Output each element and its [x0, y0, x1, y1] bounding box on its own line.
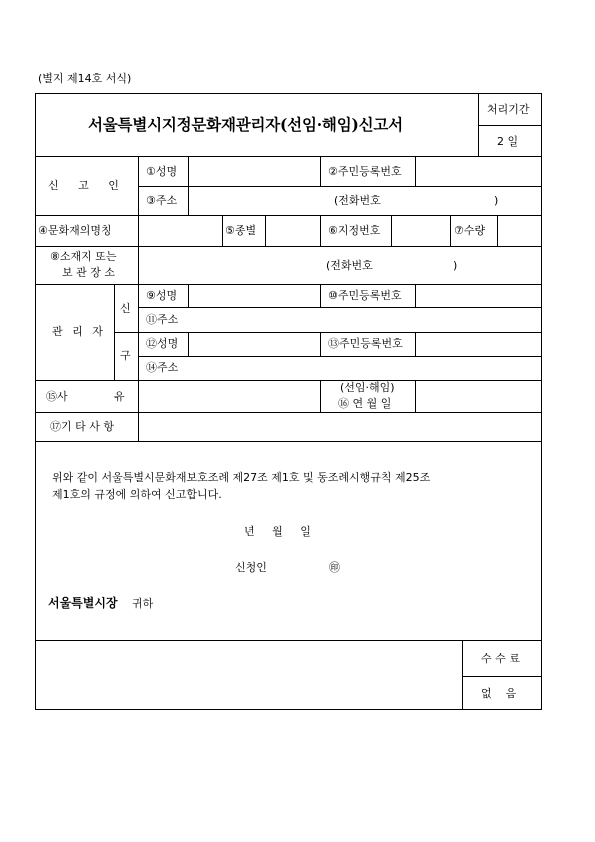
- old-manager-name-label: ⑫성명: [146, 337, 179, 350]
- row-divider: [35, 412, 542, 413]
- fee-value: 없 음: [481, 687, 517, 700]
- heritage-designation-label: ⑥지정번호: [328, 224, 381, 237]
- date-label-line2: ⑯ 연 월 일: [338, 397, 392, 410]
- processing-period-label: 처리기간: [487, 103, 530, 116]
- column-divider: [320, 380, 321, 412]
- row-divider: [35, 246, 542, 247]
- column-divider: [462, 640, 463, 710]
- reporter-phone-close: ): [494, 194, 499, 207]
- reporter-name-label: ①성명: [146, 165, 178, 178]
- date-label-line1: (선임·해임): [340, 381, 395, 394]
- old-manager-address-label: ⑭주소: [146, 361, 179, 374]
- row-divider: [35, 215, 542, 216]
- row-divider: [35, 380, 542, 381]
- processing-period-value: 2 일: [497, 135, 519, 148]
- new-manager-name-label: ⑨성명: [146, 289, 178, 302]
- column-divider: [222, 215, 223, 246]
- form-number-label: (별지 제14호 서식): [38, 72, 132, 85]
- column-divider: [114, 284, 115, 380]
- column-divider: [320, 215, 321, 246]
- column-divider: [320, 156, 321, 186]
- manager-label: 관 리 자: [52, 325, 106, 338]
- recipient-suffix: 귀하: [132, 597, 154, 610]
- column-divider: [415, 284, 416, 307]
- row-divider: [35, 441, 542, 442]
- column-divider: [188, 332, 189, 356]
- applicant-label: 신청인: [235, 561, 267, 574]
- new-manager-address-label: ⑪주소: [146, 313, 179, 326]
- column-divider: [188, 284, 189, 307]
- column-divider: [138, 156, 139, 441]
- reporter-phone-label: (전화번호: [334, 194, 381, 207]
- column-divider: [188, 156, 189, 215]
- manager-old-label: 구: [120, 349, 131, 362]
- column-divider: [320, 284, 321, 307]
- old-manager-rrn-label: ⑬주민등록번호: [328, 337, 403, 350]
- statement-line1: 위와 같이 서울특별시문화재보호조례 제27조 제1호 및 동조례시행규칙 제25조: [52, 471, 431, 484]
- location-label-line1: ⑧소재지 또는: [50, 250, 117, 263]
- form-title: 서울특별시지정문화재관리자(선임·해임)신고서: [88, 115, 403, 134]
- column-divider: [415, 380, 416, 412]
- fee-label: 수 수 료: [481, 652, 520, 665]
- column-divider: [415, 156, 416, 186]
- location-phone-close: ): [453, 259, 458, 272]
- location-label-line2: 보 관 장 소: [62, 266, 115, 279]
- manager-new-label: 신: [120, 302, 131, 315]
- column-divider: [320, 332, 321, 356]
- row-divider: [138, 307, 542, 308]
- statement-line2: 제1호의 규정에 의하여 신고합니다.: [52, 488, 222, 501]
- new-manager-rrn-label: ⑩주민등록번호: [328, 289, 402, 302]
- row-divider: [35, 640, 542, 641]
- column-divider: [450, 215, 451, 246]
- heritage-type-label: ⑤종별: [225, 224, 257, 237]
- reason-label-end: 유: [114, 390, 125, 403]
- row-divider: [114, 332, 542, 333]
- heritage-quantity-label: ⑦수량: [454, 224, 486, 237]
- reason-label-num: ⑮사: [46, 390, 68, 403]
- reporter-rrn-label: ②주민등록번호: [328, 165, 402, 178]
- reporter-label: 신 고 인: [48, 179, 127, 192]
- row-divider: [138, 356, 542, 357]
- row-divider: [478, 125, 542, 126]
- heritage-name-label: ④문화재의명칭: [38, 224, 112, 237]
- column-divider: [391, 215, 392, 246]
- column-divider: [265, 215, 266, 246]
- etc-label: ⑰기 타 사 항: [50, 420, 114, 433]
- row-divider: [35, 284, 542, 285]
- column-divider: [415, 332, 416, 356]
- row-divider: [138, 186, 542, 187]
- seal-mark: ㊞: [329, 561, 340, 574]
- statement-date: 년 월 일: [244, 525, 311, 538]
- column-divider: [497, 215, 498, 246]
- reporter-address-label: ③주소: [146, 194, 178, 207]
- recipient-name: 서울특별시장: [48, 596, 118, 610]
- location-phone-label: (전화번호: [326, 259, 373, 272]
- row-divider: [462, 676, 542, 677]
- row-divider: [35, 156, 542, 157]
- column-divider: [478, 93, 479, 156]
